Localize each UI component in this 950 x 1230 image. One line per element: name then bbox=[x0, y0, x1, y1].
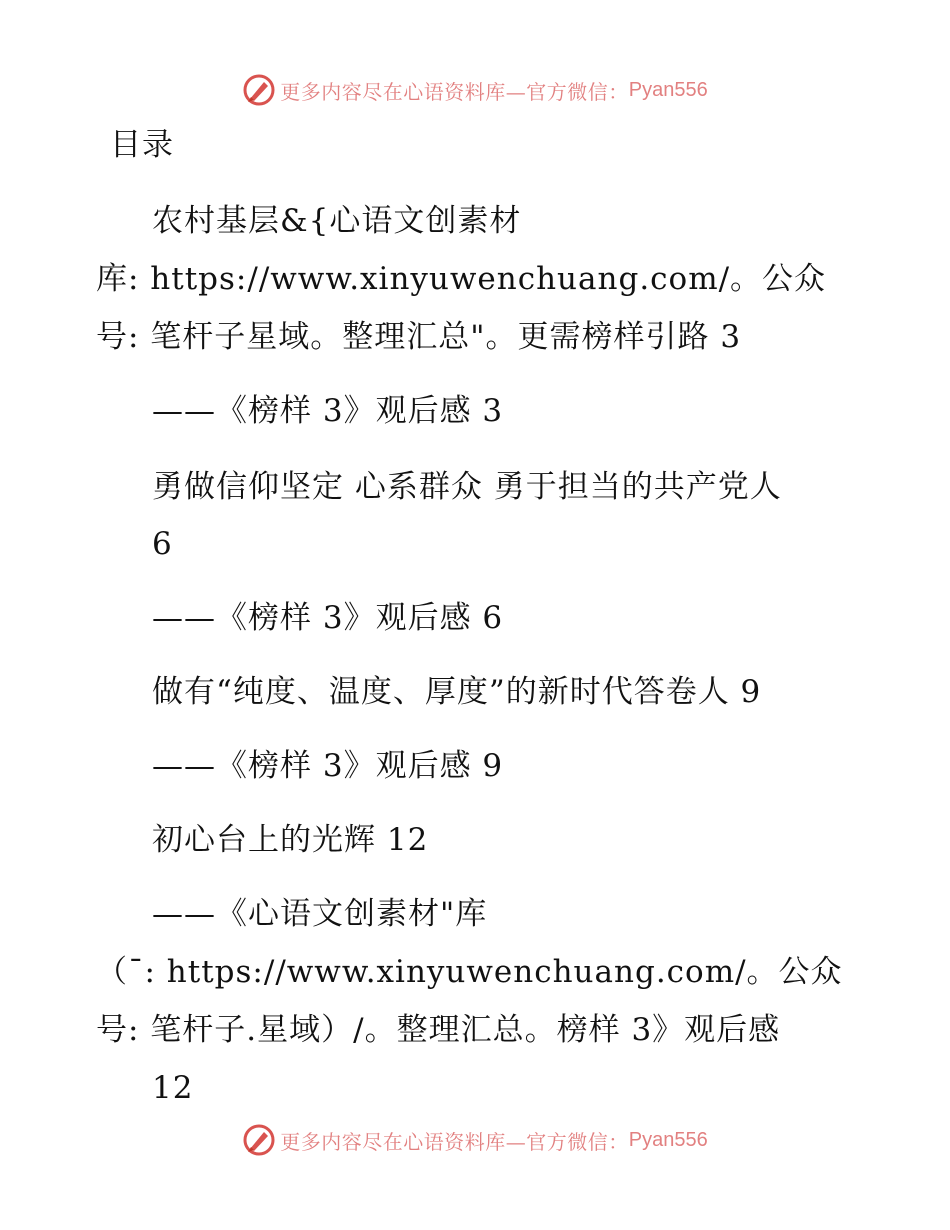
toc-line: （¯: https://www.xinyuwenchuang.com/。公众 bbox=[96, 954, 843, 990]
banner-text: 更多内容尽在心语资料库—官方微信： bbox=[280, 79, 629, 104]
toc-line: 勇做信仰坚定 心系群众 勇于担当的共产党人 bbox=[152, 469, 782, 505]
toc-line: 初心台上的光辉 12 bbox=[152, 822, 429, 858]
footer-watermark-banner bbox=[0, 1120, 950, 1160]
toc-line: ——《榜样 3》观后感 3 bbox=[152, 393, 504, 429]
toc-line: 号: 笔杆子.星域）/。整理汇总。榜样 3》观后感 bbox=[96, 1012, 781, 1048]
toc-line: 农村基层&{心语文创素材 bbox=[152, 203, 522, 239]
toc-line: 号: 笔杆子星域。整理汇总"。更需榜样引路 3 bbox=[96, 319, 742, 355]
header-watermark-banner bbox=[0, 70, 950, 110]
banner-wechat-id: Pyan556 bbox=[628, 78, 708, 101]
toc-line: ——《心语文创素材"库 bbox=[152, 896, 488, 932]
toc-line: ——《榜样 3》观后感 6 bbox=[152, 600, 504, 636]
toc-line: 库: https://www.xinyuwenchuang.com/。公众 bbox=[96, 261, 827, 297]
toc-line: 12 bbox=[152, 1070, 194, 1106]
banner-wechat-id: Pyan556 bbox=[628, 1128, 708, 1151]
pen-logo-icon bbox=[242, 1123, 276, 1157]
toc-title: 目录 bbox=[110, 127, 174, 163]
toc-line: ——《榜样 3》观后感 9 bbox=[152, 748, 504, 784]
toc-line: 6 bbox=[152, 526, 173, 562]
banner-text: 更多内容尽在心语资料库—官方微信： bbox=[280, 1129, 629, 1154]
toc-line: 做有“纯度、温度、厚度”的新时代答卷人 9 bbox=[152, 674, 762, 710]
pen-logo-icon bbox=[242, 73, 276, 107]
